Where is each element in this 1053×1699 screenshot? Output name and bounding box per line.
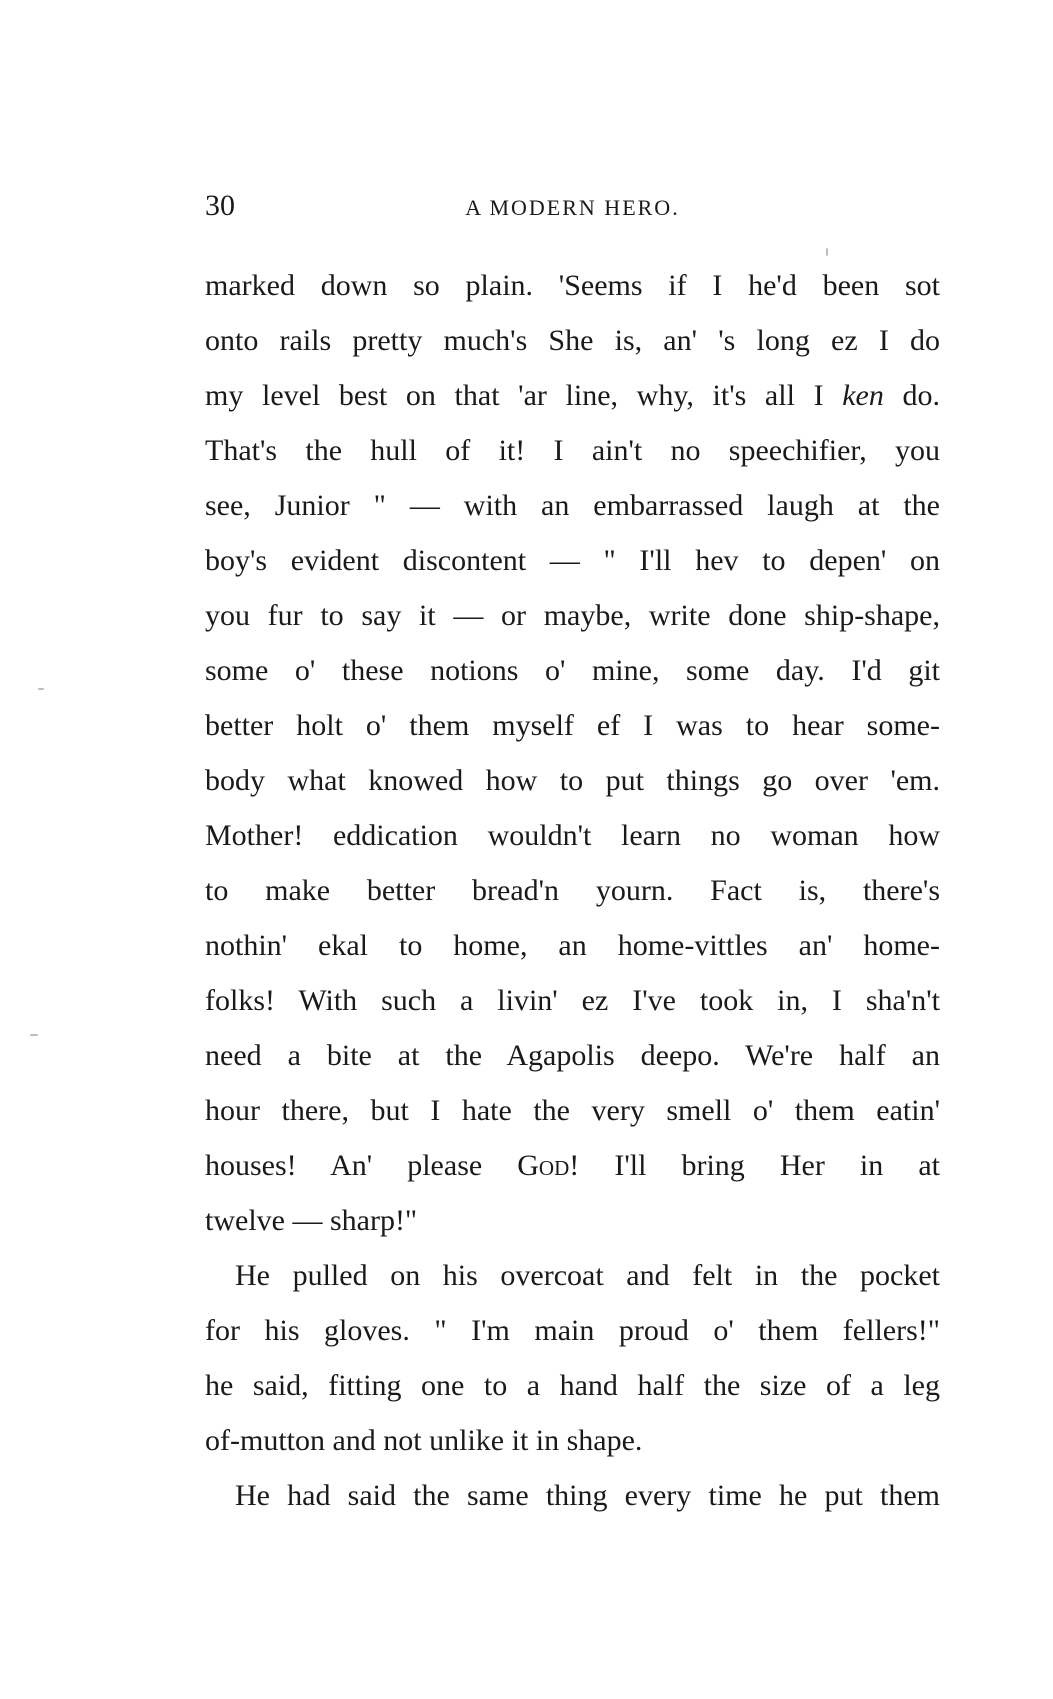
scan-speck xyxy=(826,248,828,256)
text-line: marked down so plain. 'Seems if I he'd been sot xyxy=(205,269,940,302)
text-line xyxy=(205,1138,940,1193)
italic-word: ken xyxy=(842,379,884,412)
text-line: That's the hull of it! I ain't no speechifier, you xyxy=(205,434,940,467)
text-line: need a bite at the Agapolis deepo. We're half an xyxy=(205,1039,940,1072)
text-line: nothin' ekal to home, an home-vittles an' home- xyxy=(205,929,940,962)
text-line: He had said the same thing every time he put them xyxy=(235,1479,940,1512)
small-caps-word: God xyxy=(517,1149,570,1182)
text-line: better holt o' them myself ef I was to hear some- xyxy=(205,709,940,742)
scan-speck xyxy=(38,688,44,690)
text-line: see, Junior " — with an embarrassed laugh at the xyxy=(205,489,940,522)
text-line: twelve — sharp!" xyxy=(205,1204,418,1237)
text-line: hour there, but I hate the very smell o' them eatin' xyxy=(205,1094,940,1127)
page-header xyxy=(205,186,940,226)
text-line: body what knowed how to put things go over 'em. xyxy=(205,764,940,797)
text-line xyxy=(205,368,940,423)
text-span: ! I'll bring Her in at xyxy=(569,1149,940,1182)
body-text xyxy=(205,258,940,1523)
scan-speck xyxy=(30,1034,38,1036)
text-line: He pulled on his overcoat and felt in the pocket xyxy=(235,1259,940,1292)
text-span: houses! An' please xyxy=(205,1149,518,1182)
text-line: Mother! eddication wouldn't learn no woman how xyxy=(205,819,940,852)
text-line: onto rails pretty much's She is, an' 's long ez I do xyxy=(205,324,940,357)
page-number: 30 xyxy=(205,189,235,222)
running-title: A MODERN HERO. xyxy=(465,195,680,220)
text-line: for his gloves. " I'm main proud o' them fellers!" xyxy=(205,1314,940,1347)
text-span: my level best on that 'ar line, why, it's all I xyxy=(205,379,843,412)
text-line: boy's evident discontent — " I'll hev to depen' on xyxy=(205,544,940,577)
text-line: you fur to say it — or maybe, write done ship-shape, xyxy=(205,599,940,632)
text-line: some o' these notions o' mine, some day. I'd git xyxy=(205,654,940,687)
text-line: he said, fitting one to a hand half the size of a leg xyxy=(205,1369,940,1402)
text-line: to make better bread'n yourn. Fact is, there's xyxy=(205,874,940,907)
text-line: folks! With such a livin' ez I've took in, I sha'n't xyxy=(205,984,940,1017)
text-line: of-mutton and not unlike it in shape. xyxy=(205,1424,643,1457)
text-span: do. xyxy=(883,379,941,412)
